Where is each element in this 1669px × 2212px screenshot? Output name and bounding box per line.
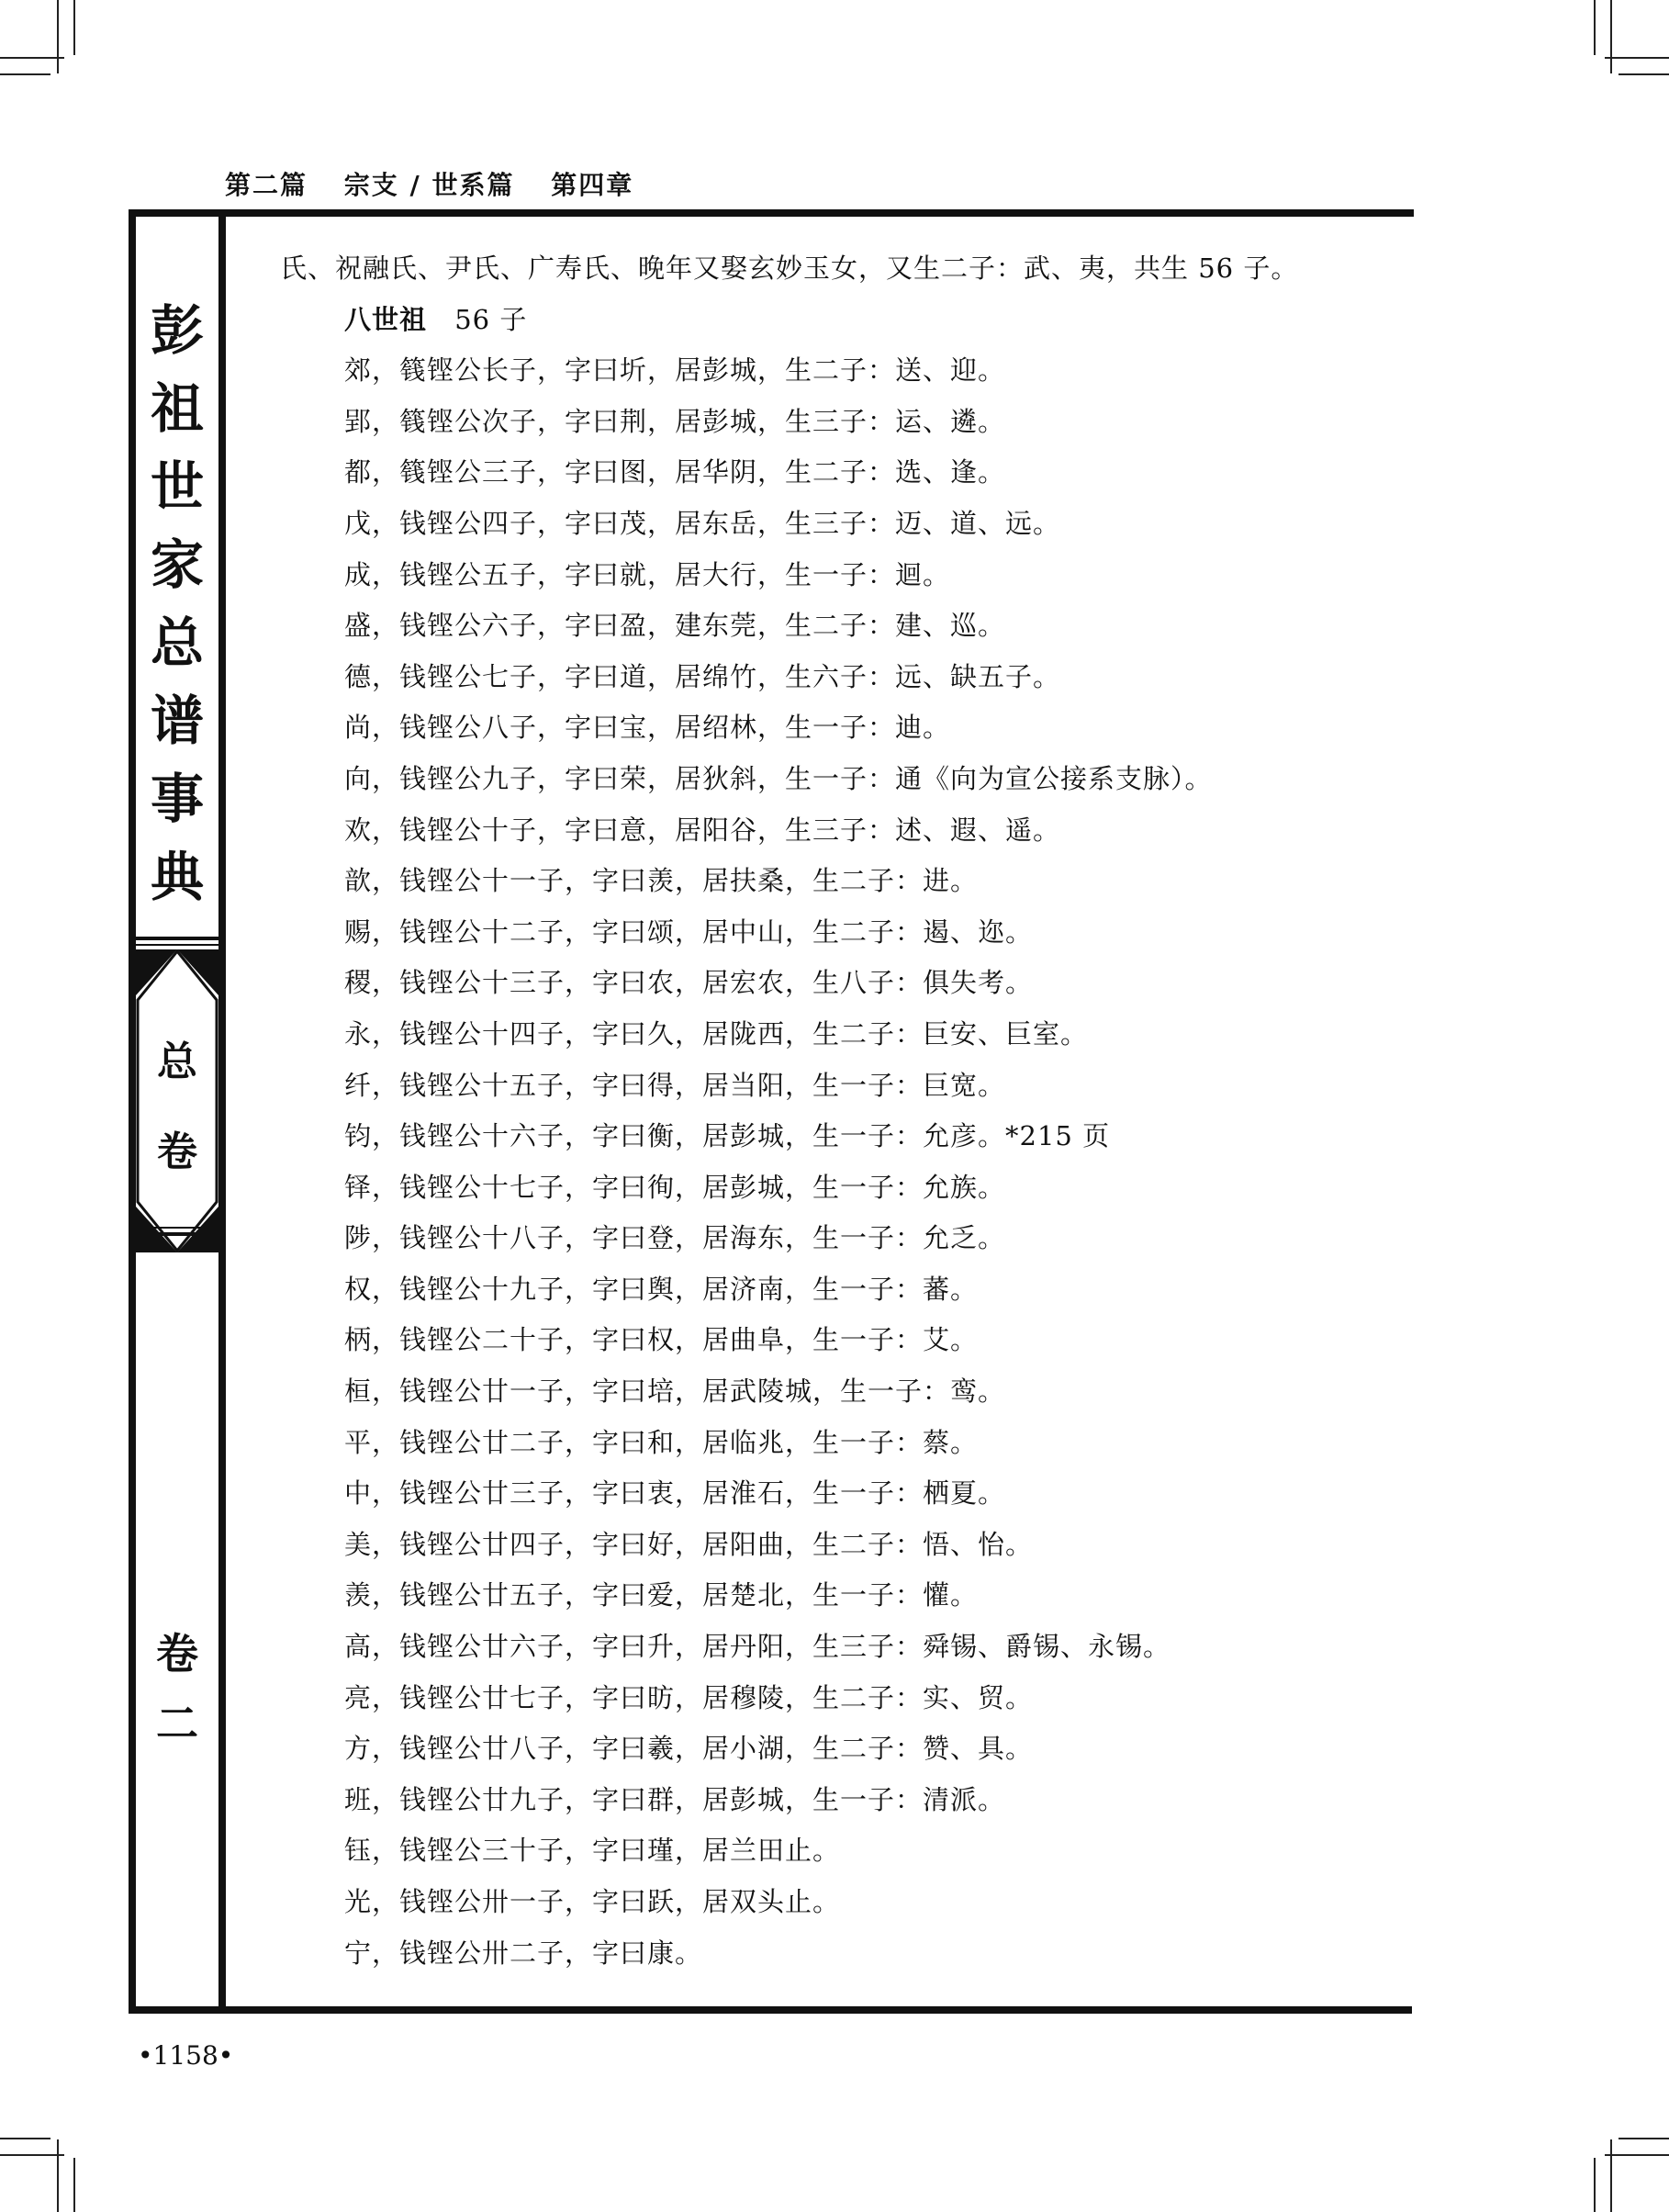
genealogy-entry: 纤，钱铿公十五子，字曰得，居当阳，生一子：巨宽。	[344, 1069, 1006, 1101]
subheading-count: 56 子	[454, 303, 528, 335]
genealogy-entry: 戊，钱铿公四子，字曰茂，居东岳，生三子：迈、道、远。	[344, 507, 1061, 539]
genealogy-entry: 稷，钱铿公十三子，字曰农，居宏农，生八子：俱失考。	[344, 967, 1034, 999]
genealogy-entry: 向，钱铿公九子，字曰荣，居狄斜，生一子：通《向为宣公接系支脉）。	[344, 762, 1213, 794]
crop-mark	[73, 0, 75, 55]
volume-general-char: 总	[157, 1039, 197, 1085]
page-number: •1158•	[138, 2040, 234, 2071]
genealogy-text	[280, 243, 1409, 1979]
genealogy-entry: 班，钱铿公廿九子，字曰群，居彭城，生一子：清派。	[344, 1783, 1006, 1815]
header-chapter: 第四章	[551, 170, 634, 200]
crop-mark	[57, 2139, 59, 2212]
genealogy-entry: 钧，钱铿公十六子，字曰衡，居彭城，生一子：允彦。*215 页	[344, 1120, 1111, 1152]
genealogy-entry: 光，钱铿公卅一子，字曰跃，居双头止。	[344, 1886, 841, 1917]
genealogy-entry: 郢，篯铿公次子，字曰荆，居彭城，生三子：运、遴。	[344, 405, 1006, 437]
crop-mark	[73, 2158, 75, 2212]
genealogy-entry: 郊，篯铿公长子，字曰圻，居彭城，生二子：送、迎。	[344, 354, 1006, 387]
crop-mark	[1605, 57, 1669, 59]
crop-mark	[1610, 0, 1612, 73]
crop-mark	[1605, 2154, 1669, 2156]
genealogy-entry: 高，钱铿公廿六子，字曰升，居丹阳，生三子：舜锡、爵锡、永锡。	[344, 1631, 1171, 1663]
subheading-label: 八世祖	[344, 303, 428, 335]
genealogy-entry: 德，钱铿公七子，字曰道，居绵竹，生六子：远、缺五子。	[344, 660, 1061, 692]
book-title-char: 谱	[150, 690, 204, 752]
genealogy-entry: 歆，钱铿公十一子，字曰羡，居扶桑，生二子：进。	[344, 865, 979, 897]
book-title-char: 典	[150, 846, 204, 908]
book-title-char: 彭	[150, 299, 204, 362]
top-rule	[129, 209, 1414, 217]
book-title-char: 祖	[150, 377, 204, 440]
genealogy-entry: 陟，钱铿公十八子，字曰登，居海东，生一子：允乏。	[344, 1222, 1006, 1254]
genealogy-entry: 羡，钱铿公廿五子，字曰爱，居楚北，生一子：懽。	[344, 1579, 979, 1611]
continuation-line: 氏、祝融氏、尹氏、广寿氏、晚年又娶玄妙玉女，又生二子：武、夷，共生 56 子。	[280, 253, 1299, 284]
genealogy-entry: 钰，钱铿公三十子，字曰瑾，居兰田止。	[344, 1835, 841, 1867]
genealogy-entry: 权，钱铿公十九子，字曰舆，居济南，生一子：蕃。	[344, 1273, 979, 1305]
bottom-rule	[129, 2006, 1412, 2014]
genealogy-entry: 亮，钱铿公廿七子，字曰昉，居穆陵，生二子：实、贸。	[344, 1681, 1034, 1713]
genealogy-entry: 盛，钱铿公六子，字曰盈，建东莞，生二子：建、巡。	[344, 610, 1006, 642]
sidebar-rule	[136, 944, 218, 946]
crop-mark	[1610, 2139, 1612, 2212]
book-title-char: 世	[150, 455, 204, 518]
sidebar-rule	[136, 1232, 218, 1236]
crop-mark	[1619, 73, 1669, 75]
genealogy-entry: 柄，钱铿公二十子，字曰权，居曲阜，生一子：艾。	[344, 1324, 979, 1356]
book-title-vertical	[136, 292, 218, 916]
running-header	[225, 165, 659, 202]
sidebar-rule	[136, 1227, 218, 1229]
crop-mark	[0, 57, 64, 59]
sidebar-rule	[136, 937, 218, 940]
genealogy-entry: 铎，钱铿公十七子，字曰徇，居彭城，生一子：允族。	[344, 1171, 1006, 1203]
genealogy-entry: 美，钱铿公廿四子，字曰好，居阳曲，生二子：悟、怡。	[344, 1528, 1034, 1560]
genealogy-entry: 永，钱铿公十四子，字曰久，居陇西，生二子：巨安、巨室。	[344, 1017, 1089, 1050]
crop-mark	[1594, 0, 1596, 55]
genealogy-entry: 宁，钱铿公卅二子，字曰康。	[344, 1937, 703, 1969]
crop-mark	[0, 2138, 50, 2139]
volume-two-char: 卷	[156, 1629, 198, 1679]
header-part: 第二篇	[225, 170, 308, 200]
volume-two-label	[136, 1619, 218, 1758]
book-title-char: 总	[150, 612, 204, 674]
genealogy-entry: 赐，钱铿公十二子，字曰颂，居中山，生二子：遏、迩。	[344, 915, 1034, 948]
generation-subheading	[280, 295, 1409, 346]
header-section: 宗支 / 世系篇	[343, 170, 515, 200]
volume-general-char: 卷	[157, 1128, 197, 1175]
sidebar-frame	[129, 209, 226, 2014]
crop-mark	[0, 73, 50, 75]
crop-mark	[1594, 2158, 1596, 2212]
crop-mark	[57, 0, 59, 73]
genealogy-entry: 尚，钱铿公八子，字曰宝，居绍林，生一子：迪。	[344, 712, 951, 744]
genealogy-entry: 成，钱铿公五子，字曰就，居大行，生一子：迴。	[344, 558, 951, 590]
genealogy-entry: 都，篯铿公三子，字曰图，居华阴，生二子：选、逢。	[344, 456, 1006, 488]
volume-general-label	[136, 1017, 218, 1197]
crop-mark	[1619, 2138, 1669, 2139]
genealogy-entry: 平，钱铿公廿二子，字曰和，居临兆，生一子：蔡。	[344, 1426, 979, 1458]
genealogy-entry: 桓，钱铿公廿一子，字曰培，居武陵城，生一子：鸾。	[344, 1375, 1006, 1408]
genealogy-entry: 中，钱铿公廿三子，字曰衷，居淮石，生一子：栖夏。	[344, 1477, 1006, 1510]
crop-mark	[0, 2154, 64, 2156]
book-title-char: 事	[150, 768, 204, 830]
genealogy-entry: 方，钱铿公廿八子，字曰羲，居小湖，生二子：赞、具。	[344, 1733, 1034, 1765]
volume-two-char: 二	[156, 1699, 198, 1748]
genealogy-entry: 欢，钱铿公十子，字曰意，居阳谷，生三子：述、遐、遥。	[344, 814, 1061, 846]
entry-list	[280, 345, 1409, 1979]
book-title-char: 家	[150, 533, 204, 596]
